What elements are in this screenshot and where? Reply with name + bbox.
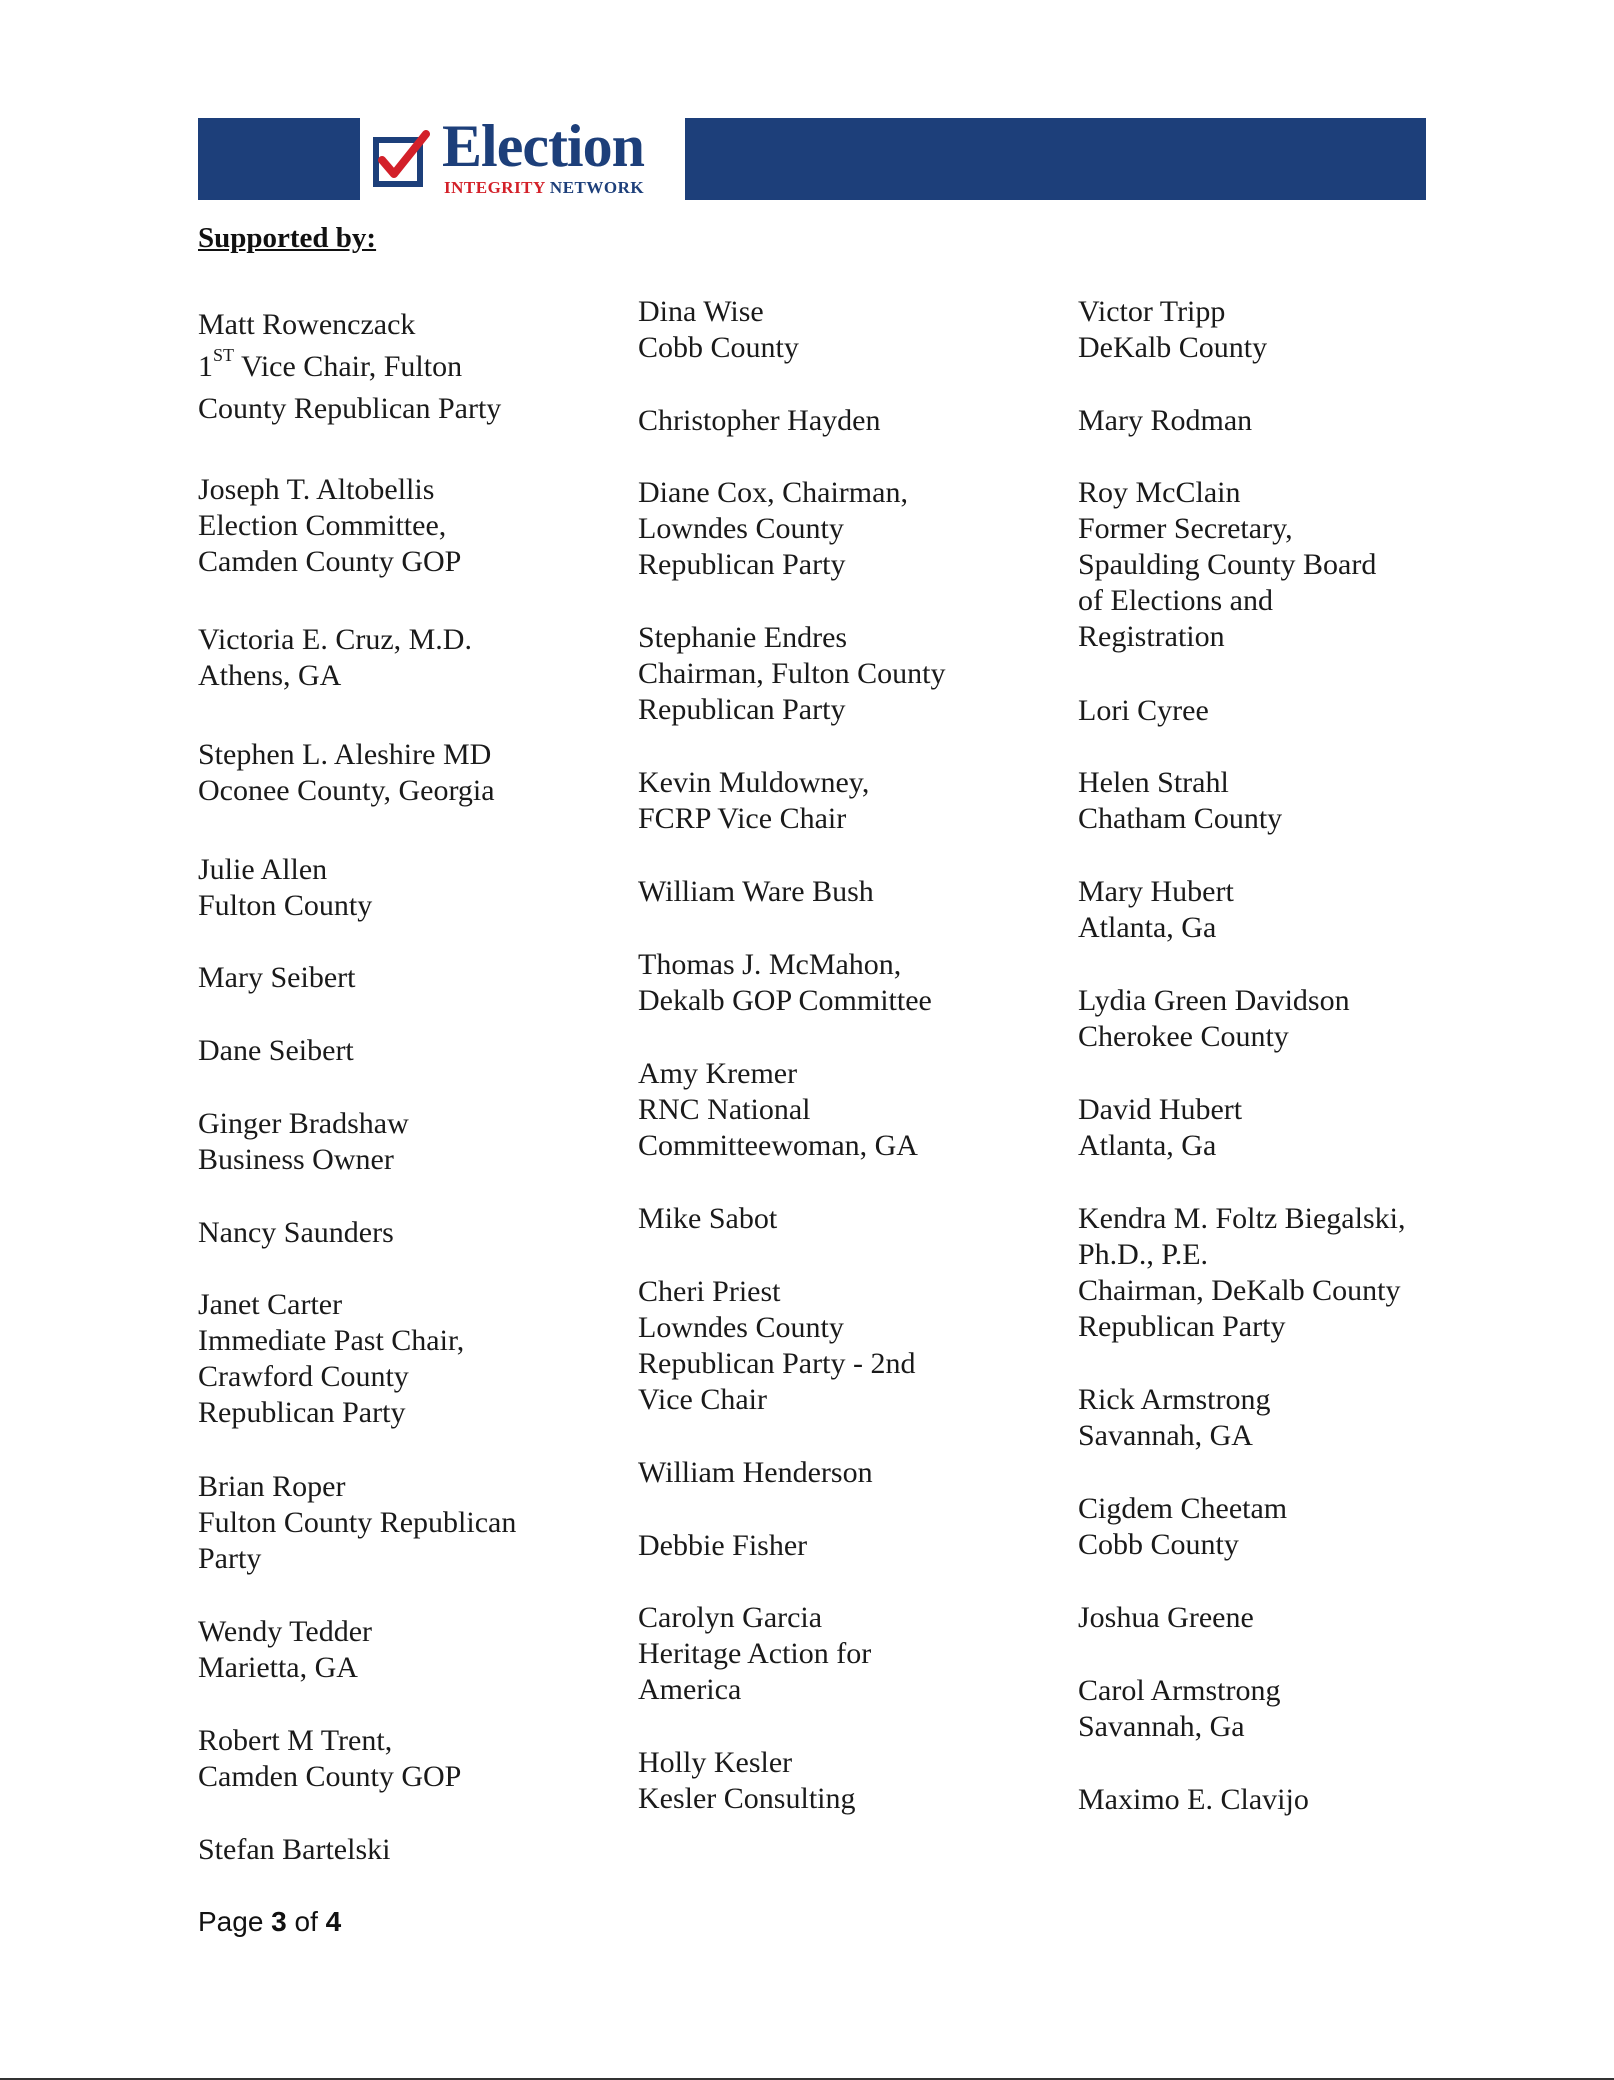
entry-line: Brian Roper bbox=[198, 1470, 346, 1503]
entry-line: Maximo E. Clavijo bbox=[1078, 1783, 1309, 1816]
supporter-entry bbox=[198, 472, 461, 580]
supporter-entry bbox=[1078, 1201, 1405, 1345]
supporter-entry bbox=[1078, 1673, 1281, 1745]
supporter-entry bbox=[638, 874, 874, 910]
supporter-entry bbox=[638, 620, 946, 728]
supporter-entry bbox=[1078, 1092, 1242, 1164]
entry-line: Savannah, Ga bbox=[1078, 1710, 1245, 1743]
entry-line: Victor Tripp bbox=[1078, 295, 1226, 328]
entry-line: Registration bbox=[1078, 620, 1225, 653]
supporter-entry bbox=[1078, 403, 1252, 439]
entry-line: David Hubert bbox=[1078, 1093, 1243, 1126]
entry-line: DeKalb County bbox=[1078, 331, 1268, 364]
supporter-entry bbox=[1078, 874, 1234, 946]
superscript: ST bbox=[213, 345, 235, 365]
supporter-entry bbox=[198, 1614, 372, 1686]
supporter-entry bbox=[198, 1033, 354, 1069]
entry-line: Carolyn Garcia bbox=[638, 1601, 823, 1634]
entry-line: Dina Wise bbox=[638, 295, 764, 328]
supporter-entry bbox=[638, 1528, 807, 1564]
entry-line: FCRP Vice Chair bbox=[638, 802, 847, 835]
supporter-entry bbox=[638, 1274, 915, 1418]
entry-line: Spaulding County Board bbox=[1078, 548, 1377, 581]
entry-line: Ginger Bradshaw bbox=[198, 1107, 409, 1140]
entry-line: Christopher Hayden bbox=[638, 404, 881, 437]
entry-line: Republican Party bbox=[1078, 1310, 1286, 1343]
entry-line: Fulton County Republican bbox=[198, 1506, 517, 1539]
election-integrity-network-logo bbox=[368, 113, 680, 200]
entry-line: Wendy Tedder bbox=[198, 1615, 373, 1648]
supporter-entry bbox=[638, 1745, 856, 1817]
entry-line: Chatham County bbox=[1078, 802, 1283, 835]
entry-line: Business Owner bbox=[198, 1143, 394, 1176]
entry-line bbox=[198, 346, 501, 388]
entry-line: Kendra M. Foltz Biegalski, bbox=[1078, 1202, 1406, 1235]
entry-line: Republican Party bbox=[198, 1396, 406, 1429]
entry-line: Lori Cyree bbox=[1078, 694, 1209, 727]
banner-bar-right bbox=[685, 118, 1426, 200]
entry-line: Mary Seibert bbox=[198, 961, 356, 994]
supporter-entry bbox=[198, 960, 355, 996]
entry-line: Joshua Greene bbox=[1078, 1601, 1254, 1634]
entry-line-part: Vice Chair, Fulton bbox=[234, 350, 463, 383]
entry-line: Atlanta, Ga bbox=[1078, 1129, 1217, 1162]
supporter-entry bbox=[198, 737, 495, 809]
entry-line: Ph.D., P.E. bbox=[1078, 1238, 1209, 1271]
entry-line: Dane Seibert bbox=[198, 1034, 354, 1067]
supporter-entry bbox=[638, 1600, 871, 1708]
page-number-middle: of bbox=[286, 1906, 326, 1937]
entry-line: Crawford County bbox=[198, 1360, 409, 1393]
entry-line: Election Committee, bbox=[198, 509, 447, 542]
banner-bar-left bbox=[198, 118, 360, 200]
entry-line: Vice Chair bbox=[638, 1383, 767, 1416]
entry-line: Joseph T. Altobellis bbox=[198, 473, 435, 506]
entry-line: Holly Kesler bbox=[638, 1746, 793, 1779]
entry-line: Camden County GOP bbox=[198, 545, 462, 578]
logo-subtitle bbox=[444, 178, 644, 198]
entry-line-part: 1 bbox=[198, 350, 213, 383]
supporter-entry bbox=[198, 304, 501, 430]
supporter-entry bbox=[1078, 1491, 1287, 1563]
supporter-entry bbox=[638, 1201, 777, 1237]
supporter-entry bbox=[638, 765, 869, 837]
entry-line: America bbox=[638, 1673, 742, 1706]
supporter-entry bbox=[638, 294, 799, 366]
entry-line: Janet Carter bbox=[198, 1288, 343, 1321]
entry-line: Fulton County bbox=[198, 889, 373, 922]
entry-line: Stephen L. Aleshire MD bbox=[198, 738, 492, 771]
entry-line: Lowndes County bbox=[638, 512, 844, 545]
entry-line: Cobb County bbox=[638, 331, 799, 364]
supporter-entry bbox=[1078, 1600, 1254, 1636]
entry-line: Immediate Past Chair, bbox=[198, 1324, 465, 1357]
entry-line: Camden County GOP bbox=[198, 1760, 462, 1793]
entry-line: Dekalb GOP Committee bbox=[638, 984, 932, 1017]
entry-line: Former Secretary, bbox=[1078, 512, 1293, 545]
supporter-entry bbox=[1078, 1382, 1271, 1454]
entry-line: Robert M Trent, bbox=[198, 1724, 393, 1757]
entry-line: Stefan Bartelski bbox=[198, 1833, 391, 1866]
entry-line: Marietta, GA bbox=[198, 1651, 358, 1684]
checkbox-check-icon bbox=[372, 130, 430, 188]
supporter-entry bbox=[638, 947, 932, 1019]
page-number-current: 3 bbox=[271, 1906, 287, 1937]
supporter-entry bbox=[638, 1056, 918, 1164]
entry-line: Lydia Green Davidson bbox=[1078, 984, 1350, 1017]
logo-word: Election bbox=[442, 113, 644, 179]
supporter-entry bbox=[198, 1469, 516, 1577]
entry-line: County Republican Party bbox=[198, 392, 502, 425]
entry-line: Mary Hubert bbox=[1078, 875, 1234, 908]
entry-line: Mike Sabot bbox=[638, 1202, 778, 1235]
supporter-entry bbox=[638, 403, 880, 439]
entry-line: RNC National bbox=[638, 1093, 811, 1126]
supporter-entry bbox=[1078, 1782, 1309, 1818]
supporter-entry bbox=[1078, 693, 1209, 729]
entry-line: Chairman, DeKalb County bbox=[1078, 1274, 1401, 1307]
entry-line: Nancy Saunders bbox=[198, 1216, 394, 1249]
entry-line: Savannah, GA bbox=[1078, 1419, 1253, 1452]
page-number-total: 4 bbox=[325, 1906, 342, 1937]
supporter-entry bbox=[638, 1455, 873, 1491]
entry-line: Rick Armstrong bbox=[1078, 1383, 1271, 1416]
entry-line: Helen Strahl bbox=[1078, 766, 1229, 799]
logo-sub-network: NETWORK bbox=[549, 178, 645, 197]
entry-line: Republican Party bbox=[638, 548, 846, 581]
entry-line: William Henderson bbox=[638, 1456, 873, 1489]
supporter-entry bbox=[198, 1723, 461, 1795]
page-number-prefix: Page bbox=[198, 1906, 272, 1937]
entry-line: Carol Armstrong bbox=[1078, 1674, 1281, 1707]
entry-line: Chairman, Fulton County bbox=[638, 657, 946, 690]
supporter-entry bbox=[1078, 294, 1267, 366]
entry-line: William Ware Bush bbox=[638, 875, 874, 908]
entry-line: Thomas J. McMahon, bbox=[638, 948, 902, 981]
entry-line: of Elections and bbox=[1078, 584, 1273, 617]
entry-line: Atlanta, Ga bbox=[1078, 911, 1217, 944]
entry-line: Republican Party - 2nd bbox=[638, 1347, 916, 1380]
supporter-entry bbox=[198, 852, 372, 924]
entry-line: Oconee County, Georgia bbox=[198, 774, 495, 807]
entry-line: Debbie Fisher bbox=[638, 1529, 808, 1562]
entry-line: Roy McClain bbox=[1078, 476, 1241, 509]
entry-line: Cobb County bbox=[1078, 1528, 1239, 1561]
supporter-entry bbox=[638, 475, 908, 583]
supporter-entry bbox=[198, 1832, 390, 1868]
entry-line: Diane Cox, Chairman, bbox=[638, 476, 908, 509]
entry-line: Amy Kremer bbox=[638, 1057, 798, 1090]
supported-by-heading: Supported by: bbox=[198, 222, 377, 254]
entry-line: Heritage Action for bbox=[638, 1637, 872, 1670]
entry-line: Kevin Muldowney, bbox=[638, 766, 870, 799]
logo-sub-integrity: INTEGRITY bbox=[444, 178, 546, 197]
entry-line: Cherokee County bbox=[1078, 1020, 1289, 1053]
supporter-entry bbox=[198, 1287, 464, 1431]
entry-line: Julie Allen bbox=[198, 853, 328, 886]
entry-line: Cigdem Cheetam bbox=[1078, 1492, 1288, 1525]
entry-line: Kesler Consulting bbox=[638, 1782, 856, 1815]
entry-line: Stephanie Endres bbox=[638, 621, 848, 654]
supporter-entry bbox=[1078, 475, 1376, 655]
entry-line: Committeewoman, GA bbox=[638, 1129, 918, 1162]
page-number bbox=[198, 1906, 341, 1938]
supporter-entry bbox=[198, 1215, 394, 1251]
entry-line: Athens, GA bbox=[198, 659, 342, 692]
header-banner bbox=[198, 113, 1426, 200]
entry-line: Cheri Priest bbox=[638, 1275, 781, 1308]
supporter-entry bbox=[1078, 765, 1282, 837]
entry-line: Republican Party bbox=[638, 693, 846, 726]
entry-line: Mary Rodman bbox=[1078, 404, 1253, 437]
entry-line: Victoria E. Cruz, M.D. bbox=[198, 623, 472, 656]
entry-line: Lowndes County bbox=[638, 1311, 844, 1344]
supporter-entry bbox=[198, 1106, 409, 1178]
supporter-entry bbox=[198, 622, 472, 694]
supporter-entry bbox=[1078, 983, 1350, 1055]
entry-line: Matt Rowenczack bbox=[198, 308, 416, 341]
entry-line: Party bbox=[198, 1542, 262, 1575]
